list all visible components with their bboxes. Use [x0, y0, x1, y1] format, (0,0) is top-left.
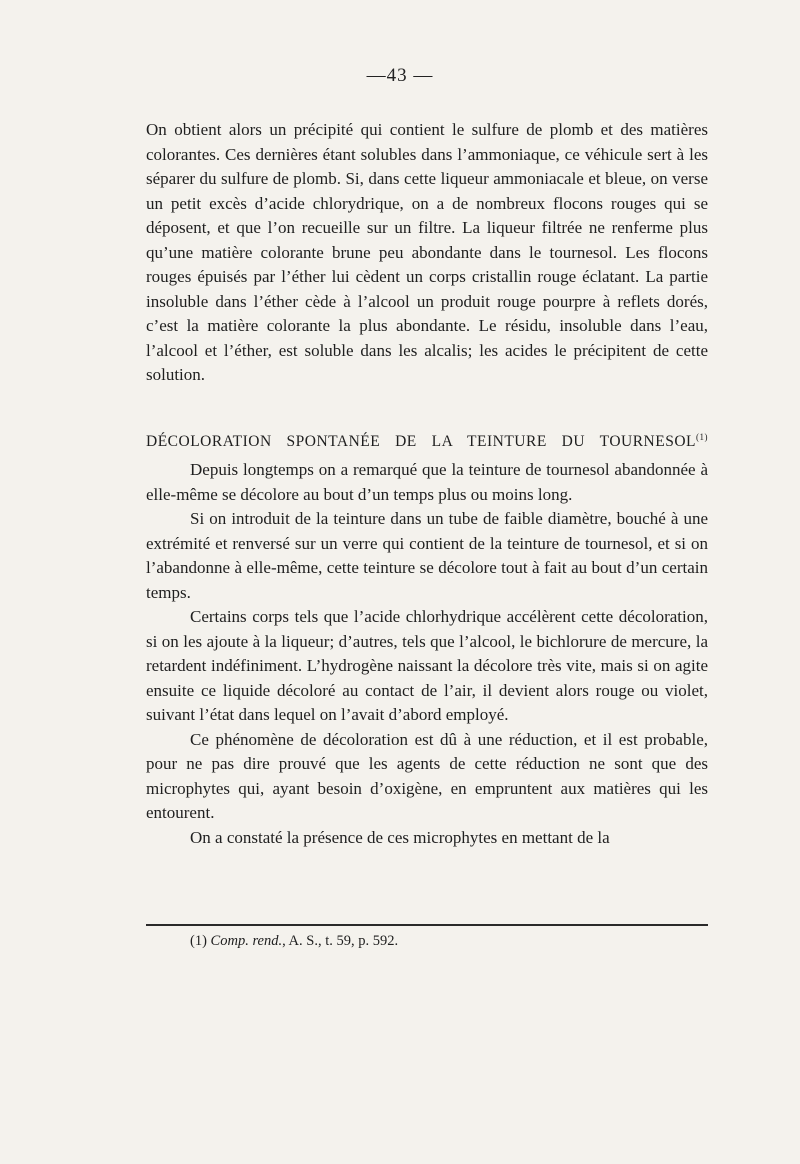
paragraph-accelerators: Certains corps tels que l’acide chlorhydrique accélèrent cette décoloration, si on les ajoute à la liqueur; d’autres, tels que l’alcool, le bichlorure de mercure, la retardent indéfiniment. L’hydrogène naissant la décolore très vite, mais si on agite ensuite ce liquide décoloré au contact de l’air, il devient alors rouge ou violet, suivant l’état dans lequel on l’avait d’abord employé.	[146, 607, 708, 724]
paragraph-tube-experiment: Si on introduit de la teinture dans un tube de faible diamètre, bouché à une extrémité et renversé sur un verre qui contient de la teinture de tournesol, et si on l’abandonne à elle-même, cette teinture se décolore tout à fait au bout d’un certain temps.	[146, 509, 708, 602]
section-body	[146, 458, 708, 850]
section-heading	[146, 430, 708, 454]
footnote-divider	[146, 924, 708, 926]
paragraph-precipitate: On obtient alors un précipité qui contient le sulfure de plomb et des matières colorantes. Ces dernières étant solubles dans l’ammoniaque, ce véhicule sert à les séparer du sulfure de plomb. Si, dans cette liqueur ammoniacale et bleue, on verse un petit excès d’acide chlorydrique, on a de nombreux flocons rouges qui se déposent, et que l’on recueille sur un filtre. La liqueur filtrée ne renferme plus qu’une matière colorante brune peu abondante dans le tournesol. Les flocons rouges épuisés par l’éther lui cèdent un corps cristallin rouge éclatant. La partie insoluble dans l’éther cède à l’alcool un produit rouge pourpre à reflets dorés, c’est la matière colorante la plus abondante. Le résidu, insoluble dans l’eau, l’alcool et l’éther, est soluble dans les alcalis; les acides le précipitent de cette solution.	[146, 120, 708, 384]
footnote-source: Comp. rend.	[210, 933, 283, 949]
section-heading-text: DÉCOLORATION SPONTANÉE DE LA TEINTURE DU TOURNESOL	[146, 433, 696, 450]
page-number: —43 —	[366, 65, 434, 86]
footnote-number: (1)	[190, 933, 207, 949]
footnote	[190, 931, 710, 951]
paragraph-microphytes: On a constaté la présence de ces microphytes en mettant de la	[190, 827, 610, 847]
footnote-marker: (1)	[696, 431, 708, 442]
footnote-reference: , A. S., t. 59, p. 592.	[282, 933, 399, 949]
paragraph-reduction: Ce phénomène de décoloration est dû à une réduction, et il est probable, pour ne pas dire prouvé que les agents de cette réduction ne sont que des microphytes qui, ayant besoin d’oxigène, en empruntent aux matières qui les entourent.	[146, 729, 708, 822]
paragraph-tincture-decolor: Depuis longtemps on a remarqué que la teinture de tournesol abandonnée à elle-même se décolore au bout d’un temps plus ou moins long.	[146, 460, 708, 504]
